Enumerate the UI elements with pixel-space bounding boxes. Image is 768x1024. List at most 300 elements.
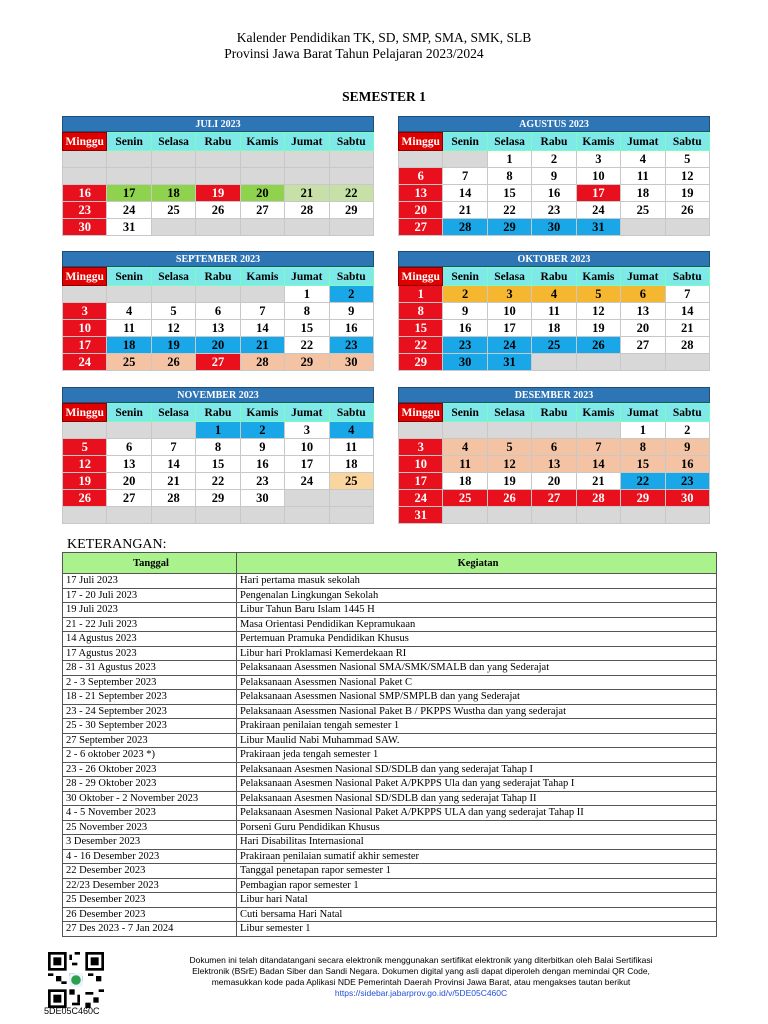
legend-row bbox=[63, 849, 717, 864]
day-cell: 29 bbox=[285, 354, 329, 371]
legend-activity: Pembagian rapor semester 1 bbox=[237, 878, 717, 893]
day-cell bbox=[240, 507, 284, 524]
week-row bbox=[63, 456, 374, 473]
month-grid bbox=[62, 267, 374, 371]
legend-date: 28 - 29 Oktober 2023 bbox=[63, 777, 237, 792]
day-cell: 30 bbox=[532, 219, 576, 236]
day-cell bbox=[151, 219, 195, 236]
month-grid bbox=[398, 267, 710, 371]
day-cell: 26 bbox=[151, 354, 195, 371]
weekday-label: Selasa bbox=[487, 268, 531, 286]
week-row bbox=[399, 286, 710, 303]
day-cell: 7 bbox=[151, 439, 195, 456]
weekday-label: Selasa bbox=[151, 404, 195, 422]
day-cell: 30 bbox=[63, 219, 107, 236]
week-row bbox=[399, 168, 710, 185]
day-cell: 1 bbox=[621, 422, 665, 439]
weekday-row bbox=[399, 268, 710, 286]
week-row bbox=[63, 168, 374, 185]
day-cell: 16 bbox=[665, 456, 709, 473]
legend-date: 19 Juli 2023 bbox=[63, 603, 237, 618]
weekday-label: Senin bbox=[443, 133, 487, 151]
day-cell: 6 bbox=[399, 168, 443, 185]
day-cell: 29 bbox=[621, 490, 665, 507]
legend-row bbox=[63, 791, 717, 806]
day-cell bbox=[576, 354, 620, 371]
day-cell: 15 bbox=[621, 456, 665, 473]
day-cell: 6 bbox=[196, 303, 240, 320]
weekday-label: Jumat bbox=[621, 268, 665, 286]
day-cell bbox=[196, 151, 240, 168]
weekday-row bbox=[399, 404, 710, 422]
day-cell: 12 bbox=[63, 456, 107, 473]
day-cell: 28 bbox=[443, 219, 487, 236]
day-cell: 16 bbox=[443, 320, 487, 337]
weekday-label: Rabu bbox=[532, 404, 576, 422]
day-cell: 30 bbox=[329, 354, 373, 371]
day-cell: 24 bbox=[399, 490, 443, 507]
day-cell: 15 bbox=[285, 320, 329, 337]
day-cell bbox=[107, 507, 151, 524]
legend-activity: Hari pertama masuk sekolah bbox=[237, 574, 717, 589]
day-cell: 27 bbox=[196, 354, 240, 371]
day-cell bbox=[63, 151, 107, 168]
day-cell: 23 bbox=[665, 473, 709, 490]
legend-row bbox=[63, 704, 717, 719]
legend-activity: Pertemuan Pramuka Pendidikan Khusus bbox=[237, 632, 717, 647]
day-cell bbox=[285, 490, 329, 507]
day-cell: 16 bbox=[240, 456, 284, 473]
day-cell bbox=[196, 286, 240, 303]
weekday-label: Kamis bbox=[240, 133, 284, 151]
weekday-label: Jumat bbox=[285, 133, 329, 151]
day-cell: 23 bbox=[329, 337, 373, 354]
legend-header-row bbox=[63, 553, 717, 574]
legend-row bbox=[63, 907, 717, 922]
calendar-july bbox=[62, 116, 374, 236]
day-cell: 20 bbox=[107, 473, 151, 490]
document-title: Kalender Pendidikan TK, SD, SMP, SMA, SMK, SLB bbox=[236, 30, 532, 45]
legend-activity: Porseni Guru Pendidikan Khusus bbox=[237, 820, 717, 835]
day-cell: 25 bbox=[621, 202, 665, 219]
day-cell bbox=[621, 354, 665, 371]
weekday-label: Jumat bbox=[285, 404, 329, 422]
day-cell: 31 bbox=[107, 219, 151, 236]
weekday-label: Rabu bbox=[532, 268, 576, 286]
calendar-december bbox=[398, 387, 710, 524]
weekday-label: Senin bbox=[443, 268, 487, 286]
month-grid bbox=[398, 403, 710, 524]
legend-activity: Hari Disabilitas Internasional bbox=[237, 835, 717, 850]
day-cell: 24 bbox=[63, 354, 107, 371]
qr-code-icon bbox=[48, 952, 104, 1008]
legend-activity: Cuti bersama Hari Natal bbox=[237, 907, 717, 922]
day-cell: 12 bbox=[576, 303, 620, 320]
day-cell: 30 bbox=[665, 490, 709, 507]
weekday-label: Jumat bbox=[285, 268, 329, 286]
calendar-october bbox=[398, 251, 710, 371]
weekday-label: Sabtu bbox=[329, 133, 373, 151]
weekday-label: Sabtu bbox=[665, 268, 709, 286]
week-row bbox=[63, 286, 374, 303]
day-cell: 25 bbox=[107, 354, 151, 371]
week-row bbox=[399, 219, 710, 236]
day-cell bbox=[665, 507, 709, 524]
calendar-september bbox=[62, 251, 374, 371]
weekday-label: Minggu bbox=[63, 404, 107, 422]
legend-date: 17 - 20 Juli 2023 bbox=[63, 588, 237, 603]
day-cell bbox=[151, 286, 195, 303]
legend-row bbox=[63, 588, 717, 603]
day-cell: 29 bbox=[196, 490, 240, 507]
document-subtitle: Provinsi Jawa Barat Tahun Pelajaran 2023/2024 bbox=[224, 46, 484, 61]
day-cell: 2 bbox=[443, 286, 487, 303]
day-cell: 20 bbox=[240, 185, 284, 202]
legend-activity: Libur semester 1 bbox=[237, 922, 717, 937]
week-row bbox=[399, 439, 710, 456]
day-cell: 23 bbox=[443, 337, 487, 354]
day-cell: 17 bbox=[63, 337, 107, 354]
legend-row bbox=[63, 864, 717, 879]
day-cell: 3 bbox=[63, 303, 107, 320]
legend-row bbox=[63, 820, 717, 835]
day-cell bbox=[240, 151, 284, 168]
legend-row bbox=[63, 922, 717, 937]
weekday-label: Rabu bbox=[532, 133, 576, 151]
weekday-label: Kamis bbox=[576, 404, 620, 422]
legend-date: 30 Oktober - 2 November 2023 bbox=[63, 791, 237, 806]
legend-date: 27 September 2023 bbox=[63, 733, 237, 748]
day-cell: 22 bbox=[487, 202, 531, 219]
weekday-row bbox=[63, 404, 374, 422]
legend-row bbox=[63, 893, 717, 908]
legend-row bbox=[63, 835, 717, 850]
weekday-label: Sabtu bbox=[665, 133, 709, 151]
week-row bbox=[399, 490, 710, 507]
legend-date: 28 - 31 Agustus 2023 bbox=[63, 661, 237, 676]
day-cell: 5 bbox=[151, 303, 195, 320]
day-cell bbox=[329, 507, 373, 524]
day-cell: 27 bbox=[399, 219, 443, 236]
week-row bbox=[63, 303, 374, 320]
day-cell: 3 bbox=[399, 439, 443, 456]
day-cell: 26 bbox=[196, 202, 240, 219]
day-cell: 21 bbox=[240, 337, 284, 354]
weekday-label: Selasa bbox=[487, 404, 531, 422]
day-cell bbox=[107, 286, 151, 303]
day-cell: 13 bbox=[399, 185, 443, 202]
legend-row bbox=[63, 632, 717, 647]
day-cell: 2 bbox=[532, 151, 576, 168]
day-cell bbox=[532, 507, 576, 524]
legend-activity: Pelaksanaan Asessmen Nasional SMA/SMK/SMALB dan yang Sederajat bbox=[237, 661, 717, 676]
day-cell: 15 bbox=[487, 185, 531, 202]
month-header: AGUSTUS 2023 bbox=[398, 116, 710, 132]
day-cell: 14 bbox=[665, 303, 709, 320]
legend-row bbox=[63, 661, 717, 676]
day-cell: 11 bbox=[532, 303, 576, 320]
day-cell bbox=[285, 151, 329, 168]
day-cell: 1 bbox=[487, 151, 531, 168]
week-row bbox=[63, 151, 374, 168]
day-cell bbox=[196, 168, 240, 185]
legend-date: 3 Desember 2023 bbox=[63, 835, 237, 850]
day-cell bbox=[399, 151, 443, 168]
week-row bbox=[63, 354, 374, 371]
legend-activity: Tanggal penetapan rapor semester 1 bbox=[237, 864, 717, 879]
day-cell: 9 bbox=[665, 439, 709, 456]
legend-activity: Pelaksanaan Asessmen Nasional Paket C bbox=[237, 675, 717, 690]
day-cell: 27 bbox=[532, 490, 576, 507]
day-cell: 11 bbox=[621, 168, 665, 185]
notice-line-3: memasukkan kode pada Aplikasi NDE Pemerintah Daerah Provinsi Jawa Barat, atau mengakses tautan berikut bbox=[211, 977, 631, 987]
day-cell bbox=[576, 507, 620, 524]
day-cell: 17 bbox=[487, 320, 531, 337]
weekday-label: Sabtu bbox=[329, 268, 373, 286]
legend-row bbox=[63, 733, 717, 748]
day-cell: 5 bbox=[576, 286, 620, 303]
legend-row bbox=[63, 690, 717, 705]
weekday-label: Selasa bbox=[151, 268, 195, 286]
day-cell bbox=[285, 219, 329, 236]
day-cell: 28 bbox=[576, 490, 620, 507]
day-cell: 7 bbox=[665, 286, 709, 303]
day-cell bbox=[240, 168, 284, 185]
day-cell bbox=[487, 422, 531, 439]
day-cell: 23 bbox=[532, 202, 576, 219]
day-cell bbox=[63, 422, 107, 439]
legend-date: 2 - 6 oktober 2023 *) bbox=[63, 748, 237, 763]
legend-activity: Pelaksanaan Asessmen Nasional Paket B / PKPPS Wustha dan yang sederajat bbox=[237, 704, 717, 719]
weekday-label: Minggu bbox=[399, 268, 443, 286]
day-cell: 30 bbox=[240, 490, 284, 507]
day-cell: 19 bbox=[196, 185, 240, 202]
weekday-label: Rabu bbox=[196, 404, 240, 422]
week-row bbox=[399, 202, 710, 219]
day-cell bbox=[196, 507, 240, 524]
day-cell bbox=[107, 168, 151, 185]
day-cell: 24 bbox=[107, 202, 151, 219]
day-cell: 8 bbox=[285, 303, 329, 320]
day-cell: 12 bbox=[151, 320, 195, 337]
day-cell: 18 bbox=[443, 473, 487, 490]
day-cell bbox=[576, 422, 620, 439]
day-cell bbox=[240, 286, 284, 303]
legend-activity: Pelaksanaan Asessmen Nasional SMP/SMPLB dan yang Sederajat bbox=[237, 690, 717, 705]
day-cell bbox=[621, 507, 665, 524]
weekday-label: Minggu bbox=[63, 268, 107, 286]
legend-date: 27 Des 2023 - 7 Jan 2024 bbox=[63, 922, 237, 937]
weekday-label: Minggu bbox=[399, 404, 443, 422]
week-row bbox=[399, 337, 710, 354]
day-cell: 19 bbox=[487, 473, 531, 490]
day-cell: 4 bbox=[621, 151, 665, 168]
day-cell bbox=[443, 422, 487, 439]
legend-row bbox=[63, 748, 717, 763]
day-cell: 27 bbox=[621, 337, 665, 354]
legend-row bbox=[63, 878, 717, 893]
day-cell: 2 bbox=[329, 286, 373, 303]
legend-activity: Prakiraan jeda tengah semester 1 bbox=[237, 748, 717, 763]
day-cell bbox=[443, 507, 487, 524]
month-grid bbox=[62, 132, 374, 236]
week-row bbox=[399, 320, 710, 337]
day-cell: 3 bbox=[576, 151, 620, 168]
day-cell: 26 bbox=[487, 490, 531, 507]
verification-link[interactable]: https://sidebar.jabarprov.go.id/v/5DE05C460C bbox=[334, 988, 508, 998]
day-cell: 11 bbox=[443, 456, 487, 473]
calendar-november bbox=[62, 387, 374, 524]
legend-activity: Libur Tahun Baru Islam 1445 H bbox=[237, 603, 717, 618]
day-cell: 16 bbox=[63, 185, 107, 202]
legend-row bbox=[63, 617, 717, 632]
weekday-label: Selasa bbox=[151, 133, 195, 151]
day-cell: 25 bbox=[329, 473, 373, 490]
legend-row bbox=[63, 675, 717, 690]
legend-date: 22 Desember 2023 bbox=[63, 864, 237, 879]
day-cell bbox=[151, 422, 195, 439]
day-cell: 9 bbox=[240, 439, 284, 456]
day-cell bbox=[285, 507, 329, 524]
legend-date: 23 - 26 Oktober 2023 bbox=[63, 762, 237, 777]
legend-date: 23 - 24 September 2023 bbox=[63, 704, 237, 719]
week-row bbox=[63, 219, 374, 236]
legend-date: 2 - 3 September 2023 bbox=[63, 675, 237, 690]
week-row bbox=[63, 422, 374, 439]
legend-activity: Prakiraan penilaian sumatif akhir semester bbox=[237, 849, 717, 864]
month-grid bbox=[62, 403, 374, 524]
day-cell: 28 bbox=[285, 202, 329, 219]
day-cell: 21 bbox=[443, 202, 487, 219]
weekday-label: Rabu bbox=[196, 133, 240, 151]
day-cell bbox=[443, 151, 487, 168]
day-cell: 29 bbox=[487, 219, 531, 236]
day-cell: 17 bbox=[107, 185, 151, 202]
day-cell: 31 bbox=[576, 219, 620, 236]
day-cell: 4 bbox=[443, 439, 487, 456]
legend-row bbox=[63, 603, 717, 618]
day-cell: 28 bbox=[665, 337, 709, 354]
day-cell: 20 bbox=[532, 473, 576, 490]
day-cell: 19 bbox=[151, 337, 195, 354]
week-row bbox=[63, 507, 374, 524]
day-cell: 22 bbox=[285, 337, 329, 354]
day-cell bbox=[196, 219, 240, 236]
day-cell: 8 bbox=[196, 439, 240, 456]
day-cell: 22 bbox=[196, 473, 240, 490]
weekday-label: Rabu bbox=[196, 268, 240, 286]
notice-line-2: Elektronik (BSrE) Badan Siber dan Sandi Negara. Dokumen digital yang asli dapat diperoleh dengan memindai QR Code, bbox=[192, 966, 650, 976]
legend-date: 4 - 5 November 2023 bbox=[63, 806, 237, 821]
weekday-label: Sabtu bbox=[329, 404, 373, 422]
day-cell: 22 bbox=[329, 185, 373, 202]
legend-row bbox=[63, 806, 717, 821]
legend-label: KETERANGAN: bbox=[67, 537, 167, 552]
day-cell bbox=[329, 490, 373, 507]
day-cell: 5 bbox=[63, 439, 107, 456]
day-cell: 21 bbox=[285, 185, 329, 202]
weekday-label: Senin bbox=[107, 133, 151, 151]
legend-table bbox=[62, 552, 717, 937]
qr-code-text: 5DE05C460C bbox=[44, 1006, 100, 1016]
day-cell: 16 bbox=[329, 320, 373, 337]
week-row bbox=[63, 473, 374, 490]
day-cell: 8 bbox=[621, 439, 665, 456]
day-cell: 14 bbox=[443, 185, 487, 202]
week-row bbox=[399, 151, 710, 168]
week-row bbox=[399, 456, 710, 473]
weekday-label: Kamis bbox=[240, 404, 284, 422]
legend-activity: Pelaksanaan Asesmen Nasional Paket A/PKPPS Ula dan yang sederajat Tahap I bbox=[237, 777, 717, 792]
day-cell bbox=[240, 219, 284, 236]
day-cell: 10 bbox=[576, 168, 620, 185]
week-row bbox=[63, 337, 374, 354]
day-cell: 12 bbox=[665, 168, 709, 185]
day-cell: 6 bbox=[621, 286, 665, 303]
day-cell: 1 bbox=[399, 286, 443, 303]
day-cell: 11 bbox=[107, 320, 151, 337]
day-cell bbox=[285, 168, 329, 185]
day-cell bbox=[532, 422, 576, 439]
weekday-label: Sabtu bbox=[665, 404, 709, 422]
month-grid bbox=[398, 132, 710, 236]
day-cell: 21 bbox=[665, 320, 709, 337]
day-cell: 3 bbox=[487, 286, 531, 303]
day-cell: 9 bbox=[532, 168, 576, 185]
day-cell: 31 bbox=[399, 507, 443, 524]
day-cell: 6 bbox=[532, 439, 576, 456]
weekday-label: Kamis bbox=[576, 268, 620, 286]
day-cell: 27 bbox=[240, 202, 284, 219]
legend-activity: Libur hari Proklamasi Kemerdekaan RI bbox=[237, 646, 717, 661]
weekday-row bbox=[63, 133, 374, 151]
legend-body bbox=[63, 574, 717, 937]
legend-row bbox=[63, 574, 717, 589]
weekday-label: Senin bbox=[107, 404, 151, 422]
day-cell: 10 bbox=[63, 320, 107, 337]
day-cell: 5 bbox=[665, 151, 709, 168]
legend-row bbox=[63, 762, 717, 777]
weekday-label: Kamis bbox=[576, 133, 620, 151]
notice-line-1: Dokumen ini telah ditandatangani secara elektronik menggunakan sertifikat elektronik yang diterbitkan oleh Balai Sertifikasi bbox=[189, 955, 653, 965]
day-cell: 15 bbox=[196, 456, 240, 473]
week-row bbox=[63, 439, 374, 456]
day-cell: 25 bbox=[532, 337, 576, 354]
day-cell: 23 bbox=[63, 202, 107, 219]
weekday-label: Jumat bbox=[621, 133, 665, 151]
day-cell: 1 bbox=[285, 286, 329, 303]
day-cell: 14 bbox=[240, 320, 284, 337]
legend-date: 4 - 16 Desember 2023 bbox=[63, 849, 237, 864]
legend-date: 17 Agustus 2023 bbox=[63, 646, 237, 661]
day-cell: 17 bbox=[399, 473, 443, 490]
day-cell: 8 bbox=[399, 303, 443, 320]
day-cell: 4 bbox=[329, 422, 373, 439]
day-cell: 17 bbox=[285, 456, 329, 473]
day-cell bbox=[487, 507, 531, 524]
day-cell: 8 bbox=[487, 168, 531, 185]
legend-row bbox=[63, 719, 717, 734]
day-cell: 10 bbox=[399, 456, 443, 473]
day-cell bbox=[532, 354, 576, 371]
day-cell: 25 bbox=[151, 202, 195, 219]
day-cell: 14 bbox=[151, 456, 195, 473]
day-cell: 1 bbox=[196, 422, 240, 439]
day-cell: 24 bbox=[576, 202, 620, 219]
day-cell bbox=[63, 286, 107, 303]
day-cell bbox=[107, 151, 151, 168]
legend-activity: Pelaksanaan Asesmen Nasional SD/SDLB dan yang sederajat Tahap II bbox=[237, 791, 717, 806]
